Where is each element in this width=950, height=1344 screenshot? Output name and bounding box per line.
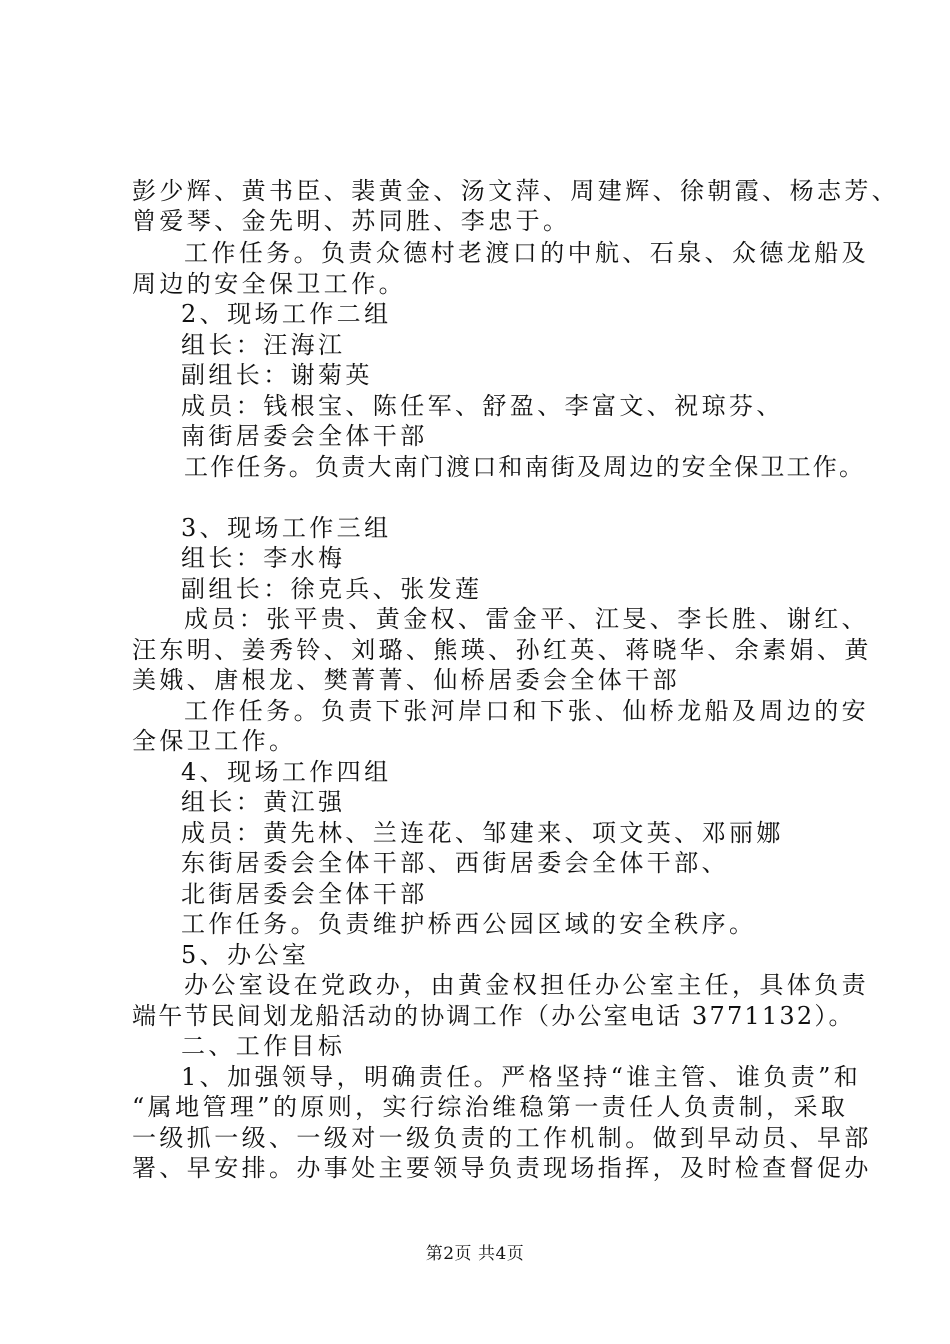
text-line: 南街居委会全体干部 xyxy=(181,422,428,450)
text-line: 一级抓一级、一级对一级负责的工作机制。做到早动员、早部 xyxy=(132,1124,872,1152)
text-line: 美娥、唐根龙、樊菁菁、仙桥居委会全体干部 xyxy=(132,666,680,694)
text-line: 曾爱琴、金先明、苏同胜、李忠于。 xyxy=(132,207,571,235)
text-line: 端午节民间划龙船活动的协调工作（办公室电话 3771132）。 xyxy=(132,1002,855,1030)
section-heading: 5、办公室 xyxy=(181,941,310,969)
text-line: 工作任务。负责下张河岸口和下张、仙桥龙船及周边的安 xyxy=(184,697,869,725)
page-footer: 第2页 共4页 xyxy=(425,1244,525,1264)
text-line: 署、早安排。办事处主要领导负责现场指挥，及时检查督促办 xyxy=(132,1154,872,1182)
section-heading: 3、现场工作三组 xyxy=(181,514,392,542)
text-line: 副组长：徐克兵、张发莲 xyxy=(181,575,483,603)
text-line: 北街居委会全体干部 xyxy=(181,880,428,908)
text-line: 彭少辉、黄书臣、裴黄金、汤文萍、周建辉、徐朝霞、杨志芳、 xyxy=(132,177,900,205)
text-line: 东街居委会全体干部、西街居委会全体干部、 xyxy=(181,849,729,877)
text-line: 周边的安全保卫工作。 xyxy=(132,270,406,298)
text-line: 1、加强领导，明确责任。严格坚持“谁主管、谁负责”和 xyxy=(181,1063,862,1091)
text-line: 成员：张平贵、黄金权、雷金平、江旻、李长胜、谢红、 xyxy=(184,605,869,633)
text-line: 全保卫工作。 xyxy=(132,727,297,755)
text-line: 办公室设在党政办，由黄金权担任办公室主任，具体负责 xyxy=(184,971,869,999)
text-line: 工作任务。负责大南门渡口和南街及周边的安全保卫工作。 xyxy=(184,453,866,481)
text-line: 组长：李水梅 xyxy=(181,544,346,572)
text-line: “属地管理”的原则，实行综治维稳第一责任人负责制，采取 xyxy=(132,1093,849,1121)
text-line: 副组长：谢菊英 xyxy=(181,361,373,389)
text-line: 成员：黄先林、兰连花、邹建来、项文英、邓丽娜 xyxy=(181,819,784,847)
text-line: 组长：汪海江 xyxy=(181,331,346,359)
text-line: 组长：黄江强 xyxy=(181,788,346,816)
section-heading: 2、现场工作二组 xyxy=(181,300,392,328)
text-line: 成员：钱根宝、陈任军、舒盈、李富文、祝琼芬、 xyxy=(181,392,784,420)
text-line: 工作任务。负责众德村老渡口的中航、石泉、众德龙船及 xyxy=(184,239,869,267)
text-line: 工作任务。负责维护桥西公园区域的安全秩序。 xyxy=(181,910,757,938)
section-heading: 二、工作目标 xyxy=(181,1032,346,1060)
text-line: 汪东明、姜秀铃、刘璐、熊瑛、孙红英、蒋晓华、余素娟、黄 xyxy=(132,636,872,664)
section-heading: 4、现场工作四组 xyxy=(181,758,392,786)
